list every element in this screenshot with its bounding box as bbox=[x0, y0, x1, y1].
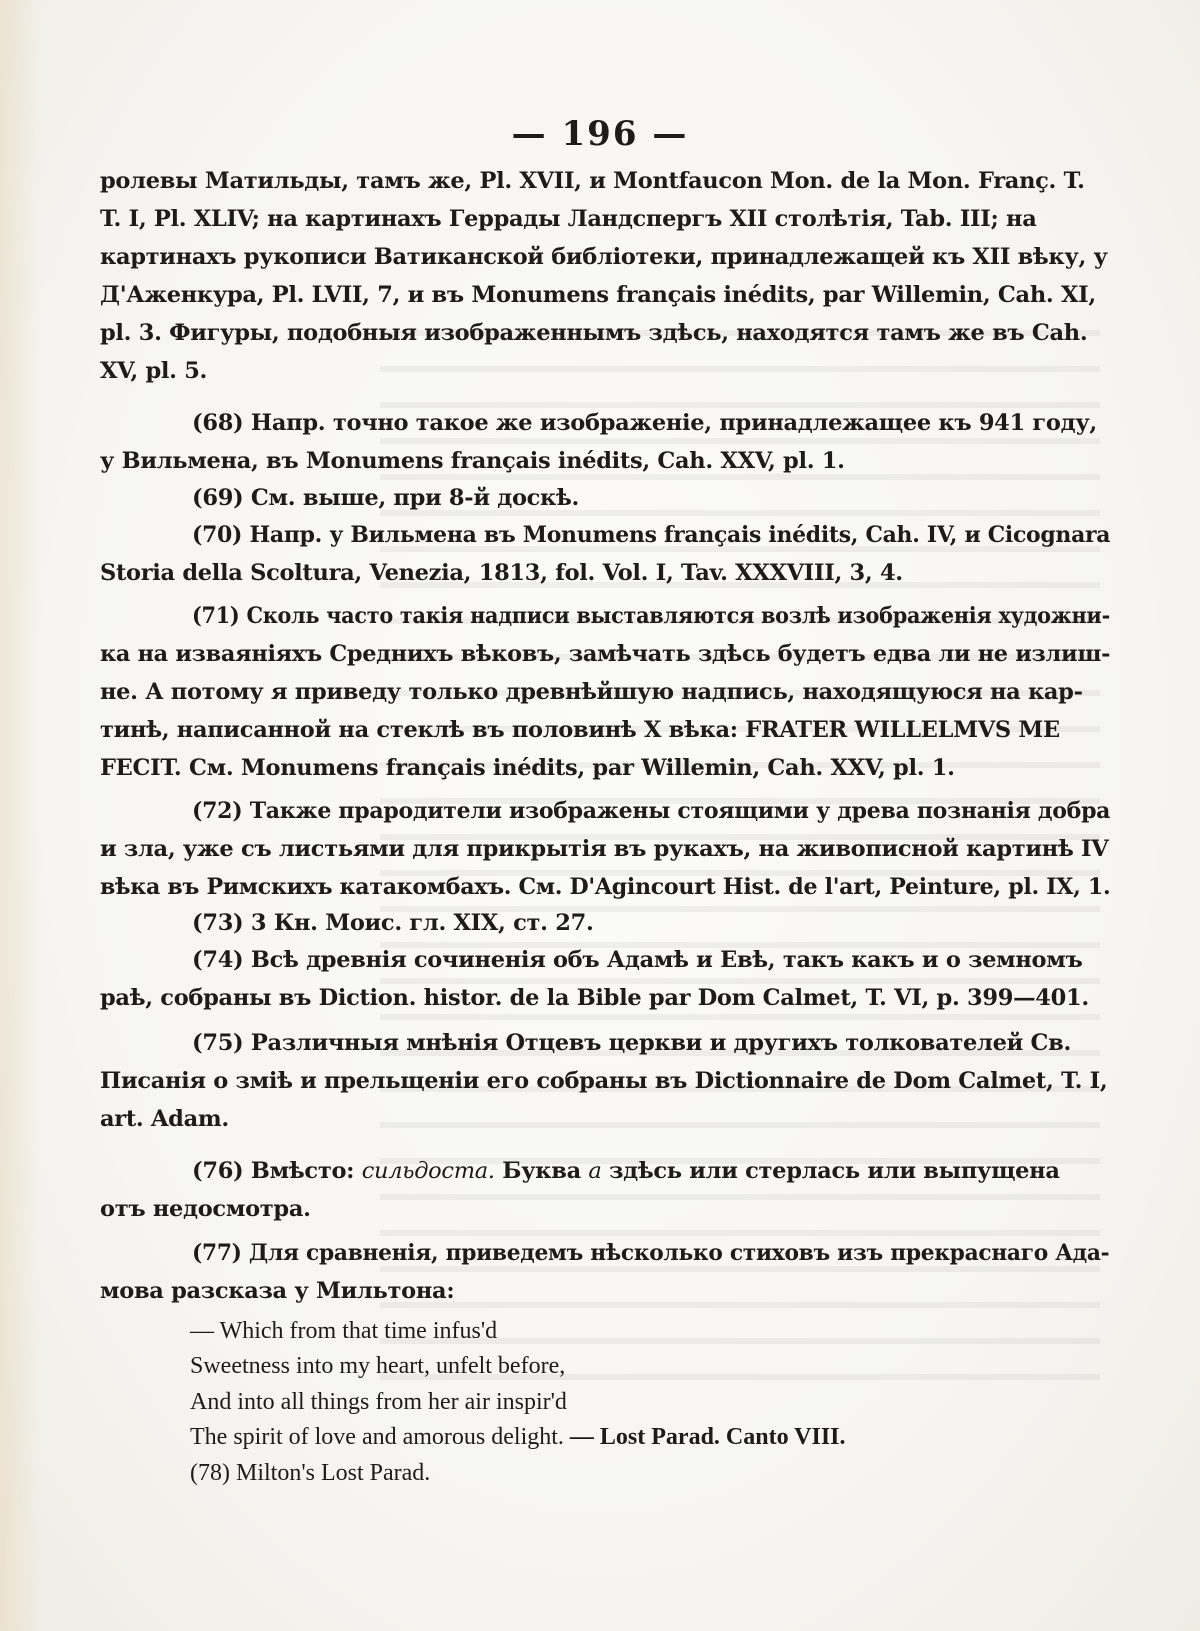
footnote-69: (69) См. выше, при 8-й доскѣ. bbox=[192, 485, 580, 511]
footnote-68-cont: у Вильмена, въ Monumens français inédits, Cah. XXV, pl. 1. bbox=[100, 448, 845, 474]
footnote-68: (68) Напр. точно такое же изображеніе, принадлежащее къ 941 году, bbox=[192, 410, 1097, 436]
text-line: картинахъ рукописи Ватиканской библіотеки, принадлежащей къ XII вѣку, у bbox=[100, 244, 1108, 270]
text-line: ролевы Матильды, тамъ же, Pl. XVII, и Montfaucon Mon. de la Mon. Franç. T. bbox=[100, 168, 1085, 194]
footnote-71-cont: ка на изваяніяхъ Среднихъ вѣковъ, замѣчать здѣсь будетъ едва ли не излиш- bbox=[100, 641, 1111, 667]
poem-line: And into all things from her air inspir'd bbox=[190, 1389, 567, 1415]
footnote-71: (71) Сколь часто такія надписи выставляются возлѣ изображенія художни- bbox=[192, 603, 1110, 629]
footnote-77: (77) Для сравненія, приведемъ нѣсколько стиховъ изъ прекраснаго Ада- bbox=[192, 1240, 1110, 1266]
footnote-77-cont: мова разсказа у Мильтона: bbox=[100, 1278, 455, 1304]
text-line: Д'Аженкура, Pl. LVII, 7, и въ Monumens français inédits, par Willemin, Cah. XI, bbox=[100, 282, 1096, 308]
footnote-70: (70) Напр. у Вильмена въ Monumens français inédits, Cah. IV, и Cicognara bbox=[192, 522, 1111, 548]
footnote-76-cont: отъ недосмотра. bbox=[100, 1196, 311, 1222]
footnote-71-cont: тинѣ, написанной на стеклѣ въ половинѣ X вѣка: FRATER WILLELMVS ME bbox=[100, 717, 1060, 743]
poem-line: — Which from that time infus'd bbox=[190, 1318, 498, 1344]
text-line: XV, pl. 5. bbox=[100, 358, 208, 384]
footnote-78: (78) Milton's Lost Parad. bbox=[190, 1460, 431, 1486]
page-stain bbox=[0, 0, 40, 1631]
text-line: pl. 3. Фигуры, подобныя изображеннымъ здѣсь, находятся тамъ же въ Cah. bbox=[100, 320, 1088, 346]
footnote-72: (72) Также прародители изображены стоящими у древа познанія добра bbox=[192, 798, 1111, 824]
footnote-75-cont: art. Adam. bbox=[100, 1106, 229, 1132]
footnote-72-cont: и зла, уже съ листьями для прикрытія въ рукахъ, на живописной картинѣ IV bbox=[100, 836, 1109, 862]
footnote-72-cont: вѣка въ Римскихъ катакомбахъ. См. D'Agincourt Hist. de l'art, Peinture, pl. IX, 1. bbox=[100, 874, 1111, 900]
footnote-76-mid: Буква bbox=[502, 1158, 581, 1184]
footnote-74-cont: раѣ, собраны въ Diction. histor. de la Bible par Dom Calmet, T. VI, p. 399—401. bbox=[100, 985, 1089, 1011]
poem-line-last bbox=[190, 1424, 846, 1451]
footnote-76-letter: a bbox=[588, 1158, 602, 1184]
footnote-76-word: сильдоста. bbox=[361, 1158, 495, 1184]
poem-line: Sweetness into my heart, unfelt before, bbox=[190, 1353, 566, 1379]
footnote-73: (73) 3 Кн. Моис. гл. XIX, ст. 27. bbox=[192, 910, 594, 936]
text-line: T. I, Pl. XLIV; на картинахъ Геррады Ландспергъ XII столѣтія, Tab. III; на bbox=[100, 206, 1037, 232]
page-number: — 196 — bbox=[511, 114, 689, 154]
footnote-76-lead: (76) Вмѣсто: bbox=[192, 1158, 355, 1184]
footnote-75-cont: Писанія о змiѣ и прельщеніи его собраны въ Dictionnaire de Dom Calmet, T. I, bbox=[100, 1068, 1108, 1094]
poem-source: — Lost Parad. Canto VIII. bbox=[569, 1424, 846, 1450]
footnote-75: (75) Различныя мнѣнія Отцевъ церкви и другихъ толкователей Св. bbox=[192, 1030, 1072, 1056]
footnote-74: (74) Всѣ древнія сочиненія объ Адамѣ и Евѣ, такъ какъ и о земномъ bbox=[192, 947, 1083, 973]
footnote-71-cont: FECIT. См. Monumens français inédits, par Willemin, Cah. XXV, pl. 1. bbox=[100, 755, 955, 781]
poem-line: The spirit of love and amorous delight. bbox=[190, 1424, 564, 1450]
footnote-70-cont: Storia della Scoltura, Venezia, 1813, fol. Vol. I, Tav. XXXVIII, 3, 4. bbox=[100, 560, 903, 586]
footnote-71-cont: не. А потому я приведу только древнѣйшую надпись, находящуюся на кар- bbox=[100, 679, 1083, 705]
footnote-76-tail: здѣсь или стерлась или выпущена bbox=[609, 1158, 1060, 1184]
footnote-76 bbox=[192, 1158, 1060, 1184]
